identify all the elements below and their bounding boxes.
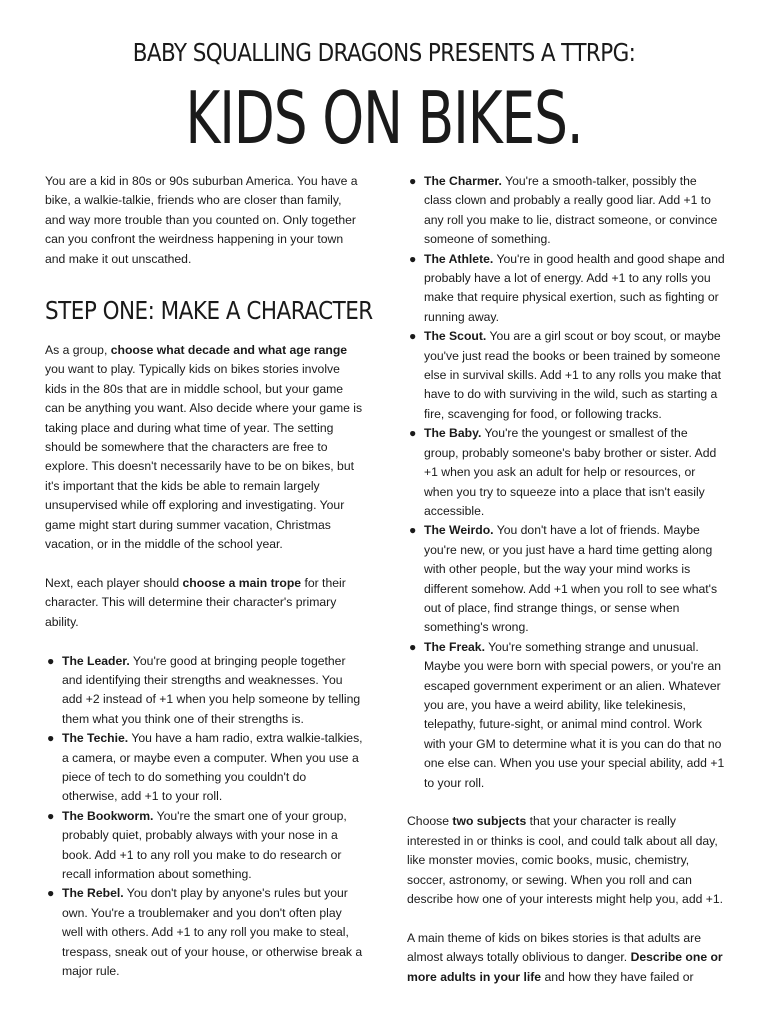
bullet-icon: ● <box>409 523 417 538</box>
bullet-icon: ● <box>409 251 417 266</box>
trope-emphasis: choose a main trope <box>182 575 302 590</box>
trope-description: You're something strange and unusual. Maybe you were born with special powers, or you're an escaped government experiment or an alien. Whatever you are, you have a weird ability, like telekinesis, telepathy, future-sight, or animal mind control. Work with your GM to determine what it is you can do that no one else can. When you use your special ability, add +1 to your roll. <box>424 639 725 790</box>
trope-list-right <box>407 172 725 793</box>
trope-description: You're a smooth-talker, possibly the class clown and probably a really good liar. Add +1 to any roll you make to lie, distract someone, or convince someone of something. <box>424 174 718 247</box>
list-item <box>45 729 363 807</box>
list-item <box>45 884 363 981</box>
list-item <box>45 807 363 885</box>
bullet-icon: ● <box>47 886 55 901</box>
trope-name: The Baby. <box>424 426 482 441</box>
trope-description: You are a girl scout or boy scout, or maybe you've just read the books or been trained by someone else in survival skills. Add +1 to any rolls you make that have to do with surviving in the wild, such as starting a fire, scavenging for food, or following tracks. <box>424 329 722 421</box>
supertitle: BABY SQUALLING DRAGONS PRESENTS A TTRPG: <box>132 38 636 67</box>
subjects-paragraph: Choose two subjects that your character is really interested in or thinks is cool, and could talk about all day, like monster movies, comic books, music, chemistry, soccer, astronomy, or sewing. When you roll and can describe how one of your interests might help you, add +1. <box>407 814 724 907</box>
bullet-icon: ● <box>409 174 417 188</box>
list-item <box>45 652 363 730</box>
list-item <box>407 172 725 250</box>
list-item <box>407 424 725 521</box>
decade-paragraph: As a group, choose what decade and what age range you want to play. Typically kids on bikes stories involve kids in the 80s that are in middle school, but your game can be anything you want. Also decide where your game is taking place and during what time of year. The setting should be somewhere that the characters are free to explore. This doesn't necessarily have to be on bikes, but it's important that the kids be able to remain largely unsupervised while off exploring and investigating. Your game might start during summer vacation, Christmas vacation, or in the middle of the school year. <box>45 343 363 552</box>
trope-intro-paragraph: Next, each player should choose a main trope for their character. This will determine their character's primary ability. <box>45 575 346 629</box>
trope-list-left <box>45 652 363 982</box>
trope-name: The Leader. <box>62 653 130 668</box>
bullet-icon: ● <box>47 731 55 746</box>
trope-description: You don't have a lot of friends. Maybe you're new, or you just have a hard time getting along with other people, but the way your mind works is different somehow. Add +1 when you roll to see what's out of place, find strange things, or sense when something's wrong. <box>424 523 718 635</box>
trope-name: The Freak. <box>424 639 485 654</box>
decade-emphasis: choose what decade and what age range <box>110 343 348 358</box>
trope-name: The Weirdo. <box>424 523 494 538</box>
bullet-icon: ● <box>47 653 55 668</box>
trope-description: You're the youngest or smallest of the group, probably someone's baby brother or sister. Add +1 when you ask an adult for help or resources, or when you try to squeeze into a place that isn't easily accessible. <box>424 426 717 518</box>
right-column <box>407 172 725 987</box>
list-item <box>407 250 725 328</box>
bullet-icon: ● <box>47 808 55 823</box>
trope-name: The Athlete. <box>424 251 494 266</box>
page-title: KIDS ON BIKES. <box>185 76 583 160</box>
bullet-icon: ● <box>409 329 417 344</box>
trope-description: You don't play by anyone's rules but your own. You're a troublemaker and you don't often play well with others. Add +1 to any roll you make to steal, trespass, sneak out of your house, or otherwise break a major rule. <box>62 886 363 978</box>
trope-name: The Bookworm. <box>62 808 154 823</box>
subjects-emphasis: two subjects <box>452 814 527 829</box>
left-column <box>45 172 373 981</box>
trope-name: The Rebel. <box>62 886 124 901</box>
adults-emphasis: Describe one or more adults in your life <box>407 950 723 984</box>
trope-name: The Techie. <box>62 731 129 746</box>
section-heading-step-one: STEP ONE: MAKE A CHARACTER <box>45 296 373 326</box>
list-item <box>407 327 725 424</box>
bullet-icon: ● <box>409 426 417 441</box>
bullet-icon: ● <box>409 639 417 654</box>
intro-paragraph: You are a kid in 80s or 90s suburban America. You have a bike, a walkie-talkie, friends who are closer than family, and way more trouble than you counted on. Only together can you confront the weirdness happening in your town and make it out unscathed. <box>45 174 358 266</box>
trope-description: You're good at bringing people together and identifying their strengths and weaknesses. You add +2 instead of +1 when you help someone by telling them what you think one of their strengths is. <box>62 653 361 726</box>
trope-name: The Charmer. <box>424 174 502 188</box>
trope-description: You're the smart one of your group, probably quiet, probably always with your nose in a book. Add +1 to any roll you make to do research or recall information about something. <box>62 808 347 881</box>
list-item <box>407 638 725 793</box>
adults-paragraph: A main theme of kids on bikes stories is that adults are almost always totally oblivious to danger. Describe one or more adults in your life and how they have failed or <box>407 930 723 984</box>
trope-description: You have a ham radio, extra walkie-talkies, a camera, or maybe even a computer. When you use a piece of tech to do something you couldn't do otherwise, add +1 to your roll. <box>62 731 363 804</box>
list-item <box>407 521 725 637</box>
trope-description: You're in good health and good shape and probably have a lot of energy. Add +1 to any rolls you make that require physical exertion, such as fighting or running away. <box>424 251 725 324</box>
trope-name: The Scout. <box>424 329 487 344</box>
